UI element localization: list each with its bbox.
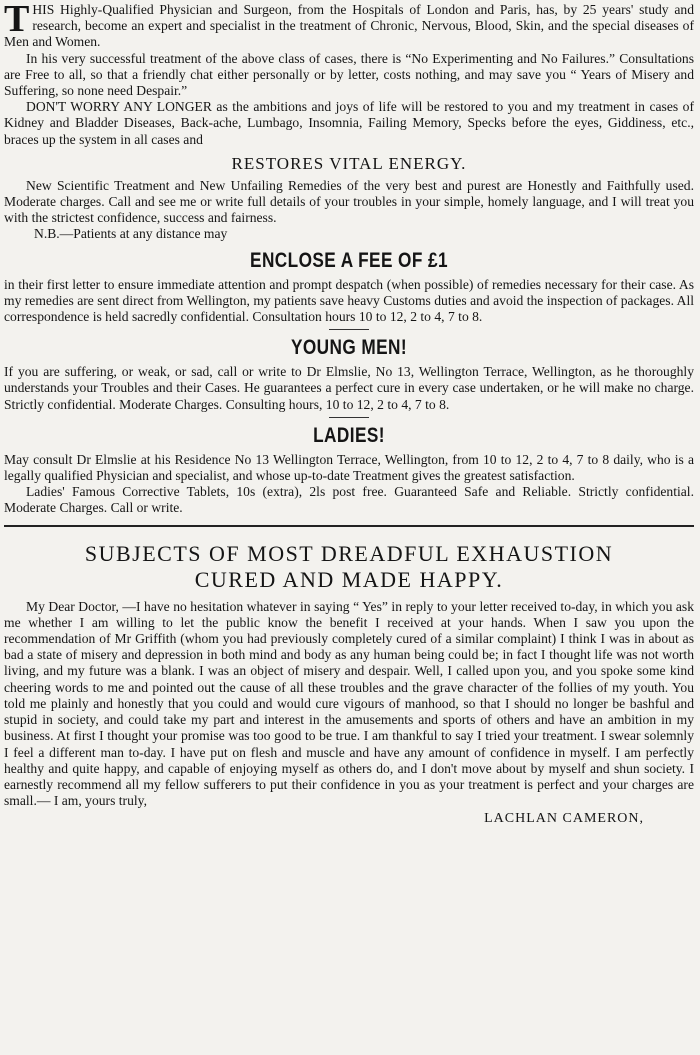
intro-paragraph-1 bbox=[4, 2, 694, 51]
section-divider bbox=[329, 417, 369, 418]
testimonial-signature: LACHLAN CAMERON, bbox=[484, 811, 644, 827]
fee-paragraph: in their first letter to ensure immediate attention and prompt despatch (when possible) of remedies necessary for their case. As my remedies are sent direct from Wellington, my patients save heavy Customs duties and avoid the inspection of packages. All correspondence is held sacredly confidential. Consultation hours 10 to 12, 2 to 4, 7 to 8. bbox=[4, 276, 694, 325]
young-men-paragraph: If you are suffering, or weak, or sad, call or write to Dr Elmslie, No 13, Wellington Terrace, Wellington, as he thoroughly understands your Troubles and their Cases. He guarantees a perfect cure in every case undertaken, or he will make no charge. Strictly confidential. Moderate Charges. Consulting hours, 10 to 12, 2 to 4, 7 to 8. bbox=[4, 364, 694, 412]
ladies-heading: LADIES! bbox=[313, 423, 385, 447]
testimonial-letter: My Dear Doctor, —I have no hesitation whatever in saying “ Yes” in reply to your letter received to-day, in which you ask me whether I am willing to let the public know the benefit I received at your hands. When I saw you upon the recommendation of Mr Griffith (whom you had previously completely cured of a similar complaint) I think I was in about as bad a state of misery and depression in both mind and body as any human being could be; in fact I thought life was not worth living, and my future was a blank. I was an object of misery and despair. Well, I called upon you, and you spoke some kind cheering words to me and pointed out the cause of all these troubles and the grave character of the follies of my youth. You told me plainly and honestly that you could and would cure vigours of manhood, so that I should no longer be bashful and stupid in society, and could take my part and interest in the amusements and sports of others and have an ambition in my business. At first I thought your promise was too good to be true. I am thankful to say I tried your treatment. I swear solemnly I feel a different man to-day. I have put on flesh and muscle and have any amount of confidence in myself. I am perfectly healthy and quite happy, and capable of enjoying myself as others do, and I don't move about by myself and shun society. I earnestly recommend all my fellow sufferers to put their confidence in you as your treatment is perfect and your charges are small.— I am, yours truly, bbox=[4, 598, 694, 809]
restores-note: N.B.—Patients at any distance may bbox=[34, 226, 228, 242]
testimonial-heading-line-2: CURED AND MADE HAPPY. bbox=[194, 566, 504, 592]
ladies-paragraph-1: May consult Dr Elmslie at his Residence No 13 Wellington Terrace, Wellington, from 10 to 12, 2 to 4, 7 to 8 daily, who is a legally qualified Physician and specialist, and whose up-to-date Treatment gives the greatest satisfaction. bbox=[4, 451, 694, 484]
restores-paragraph: New Scientific Treatment and New Unfailing Remedies of the very best and purest are Honestly and Faithfully used. Moderate charges. Call and see me or write full details of your troubles in your simple, homely language, and I will treat you with the strictest confidence, success and fairness. bbox=[4, 177, 694, 226]
intro-text-1: HIS Highly-Qualified Physician and Surgeon, from the Hospitals of London and Paris, has, by 25 years' study and research, become an expert and specialist in the treatment of Chronic, Nervous, Blood, Skin, and the special diseases of Men and Women. bbox=[4, 2, 694, 50]
intro-paragraph-3: DON'T WORRY ANY LONGER as the ambitions and joys of life will be restored to you and my treatment in cases of Kidney and Bladder Diseases, Back-ache, Lumbago, Insomnia, Failing Memory, Specks before the eyes, Giddiness, etc., braces up the system in all cases and bbox=[4, 99, 694, 147]
heavy-divider bbox=[4, 525, 694, 527]
ladies-paragraph-2: Ladies' Famous Corrective Tablets, 10s (extra), 2ls post free. Guaranteed Safe and Reliable. Strictly confidential. Moderate Charges. Call or write. bbox=[4, 484, 694, 516]
intro-paragraph-2: In his very successful treatment of the above class of cases, there is “No Experimenting and No Failures.” Consultations are Free to all, so that a friendly chat either personally or by letter, costs nothing, and may save you “ Years of Misery and Suffering, so none need Despair.” bbox=[4, 50, 694, 99]
young-men-heading: YOUNG MEN! bbox=[290, 336, 408, 360]
testimonial-heading bbox=[4, 541, 694, 593]
restores-heading: RESTORES VITAL ENERGY. bbox=[231, 153, 467, 173]
dropcap-letter: T bbox=[4, 0, 30, 40]
fee-heading: ENCLOSE A FEE OF £1 bbox=[250, 248, 448, 272]
testimonial-heading-line-1: SUBJECTS OF MOST DREADFUL EXHAUSTION bbox=[84, 540, 614, 566]
section-divider bbox=[329, 329, 369, 330]
